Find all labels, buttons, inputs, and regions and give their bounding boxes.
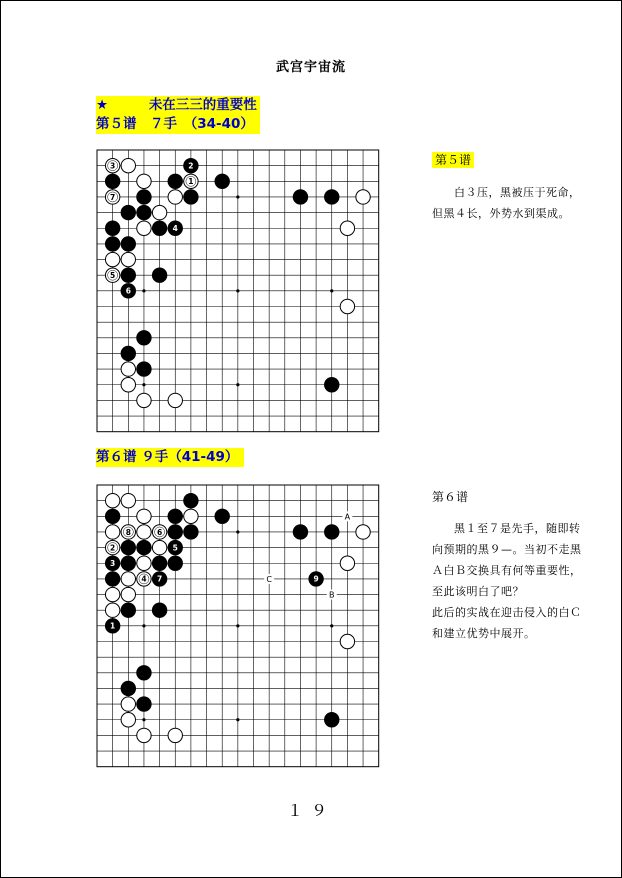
black-stone — [215, 509, 229, 523]
black-stone — [325, 713, 339, 727]
black-stone — [325, 190, 339, 204]
white-stone — [137, 525, 151, 539]
move-number: 5 — [110, 271, 116, 280]
black-stone — [137, 697, 151, 711]
book-title: 武宫宇宙流 — [275, 60, 346, 75]
black-stone — [105, 509, 119, 523]
black-stone — [137, 540, 151, 554]
white-stone — [137, 728, 151, 742]
move-number: 2 — [110, 543, 116, 553]
board-label-c: C — [266, 574, 272, 584]
black-stone — [215, 174, 229, 188]
black-stone — [137, 666, 151, 680]
move-number: 9 — [313, 574, 319, 584]
diagram6-commentary-text-2: 此后的实战在迎击侵入的白Ｃ和建立优势中展开。 — [432, 606, 582, 640]
white-stone — [152, 540, 166, 554]
black-stone — [152, 603, 166, 617]
black-stone — [121, 556, 135, 570]
section-title: 未在三三的重要性 — [148, 97, 257, 113]
white-stone — [121, 697, 135, 711]
black-stone — [168, 525, 182, 539]
white-stone — [105, 587, 119, 601]
diagram6-caption: 第６谱 — [432, 490, 469, 504]
diagram6-commentary — [432, 518, 582, 644]
black-stone — [137, 190, 151, 204]
move-number: 4 — [141, 574, 147, 584]
black-stone — [137, 205, 151, 219]
white-stone — [137, 509, 151, 523]
move-number: 6 — [125, 286, 131, 296]
star-point — [236, 624, 239, 627]
black-stone — [105, 221, 119, 235]
white-stone — [168, 190, 182, 204]
move-number: 6 — [156, 527, 163, 537]
move-number: 7 — [110, 192, 116, 202]
white-stone — [340, 221, 354, 235]
black-stone — [325, 525, 339, 539]
white-stone — [340, 299, 354, 313]
white-stone — [121, 587, 135, 601]
move-number: 3 — [110, 559, 116, 569]
white-stone — [121, 572, 135, 586]
white-stone — [356, 525, 370, 539]
black-stone — [121, 681, 135, 695]
diagram6-commentary-text: 黑１至７是先手，随即转向预期的黑９—。当初不走黑Ａ白Ｂ交换具有何等重要性，至此该明白了吧？ — [432, 522, 582, 598]
white-stone — [137, 393, 151, 407]
white-stone — [137, 556, 151, 570]
white-stone — [105, 252, 119, 266]
black-stone — [184, 190, 198, 204]
white-stone — [121, 158, 135, 172]
white-stone — [340, 556, 354, 570]
black-stone — [137, 362, 151, 376]
white-stone — [168, 393, 182, 407]
black-stone — [184, 493, 198, 507]
star-point — [142, 383, 145, 386]
black-stone — [121, 237, 135, 251]
black-stone — [105, 572, 119, 586]
diagram5-commentary-text: 白３压，黑被压于死命，但黑４长，外势水到渠成。 — [432, 186, 581, 220]
diagram6-heading: 第６谱 ９手（41-49） — [96, 448, 244, 467]
black-stone — [121, 346, 135, 360]
white-stone — [105, 493, 119, 507]
white-stone — [152, 205, 166, 219]
section-heading — [96, 96, 260, 115]
star-point — [142, 718, 145, 721]
white-stone — [121, 362, 135, 376]
move-number: 7 — [156, 574, 163, 584]
white-stone — [137, 221, 151, 235]
page-number: １９ — [286, 801, 335, 820]
white-stone — [356, 190, 370, 204]
star-point — [236, 289, 239, 292]
black-stone — [168, 556, 182, 570]
white-stone — [340, 634, 354, 648]
white-stone — [105, 603, 119, 617]
black-stone — [105, 237, 119, 251]
board-label-b: B — [329, 590, 335, 600]
move-number: 2 — [188, 161, 194, 171]
black-stone — [105, 174, 119, 188]
black-stone — [168, 174, 182, 188]
white-stone — [121, 713, 135, 727]
go-board-diagram5 — [96, 149, 380, 435]
black-stone — [152, 268, 166, 282]
black-stone — [293, 190, 307, 204]
move-number: 4 — [172, 224, 178, 234]
white-stone — [121, 252, 135, 266]
white-stone — [168, 728, 182, 742]
move-number: 3 — [110, 161, 116, 171]
diagram5-commentary — [432, 182, 582, 224]
diagram5-heading: 第５谱 ７手 （34-40） — [96, 115, 260, 134]
black-stone — [184, 525, 198, 539]
black-stone — [121, 268, 135, 282]
move-number: 1 — [188, 177, 194, 187]
white-stone — [121, 378, 135, 392]
white-stone — [137, 174, 151, 188]
star-icon: ★ — [96, 97, 109, 113]
black-stone — [152, 221, 166, 235]
board-label-a: A — [344, 512, 351, 522]
black-stone — [121, 603, 135, 617]
move-number: 5 — [172, 543, 178, 553]
go-board-diagram6 — [96, 484, 380, 770]
black-stone — [137, 331, 151, 345]
black-stone — [293, 525, 307, 539]
star-point — [330, 289, 333, 292]
star-point — [236, 383, 239, 386]
star-point — [236, 195, 239, 198]
black-stone — [168, 509, 182, 523]
white-stone — [105, 525, 119, 539]
star-point — [142, 624, 145, 627]
black-stone — [152, 556, 166, 570]
move-number: 8 — [125, 527, 131, 537]
star-point — [142, 289, 145, 292]
white-stone — [184, 509, 198, 523]
star-point — [236, 530, 239, 533]
move-number: 1 — [110, 621, 116, 631]
black-stone — [121, 205, 135, 219]
black-stone — [325, 378, 339, 392]
star-point — [330, 624, 333, 627]
star-point — [236, 718, 239, 721]
white-stone — [121, 493, 135, 507]
diagram5-caption: 第５谱 — [432, 151, 474, 168]
black-stone — [121, 540, 135, 554]
